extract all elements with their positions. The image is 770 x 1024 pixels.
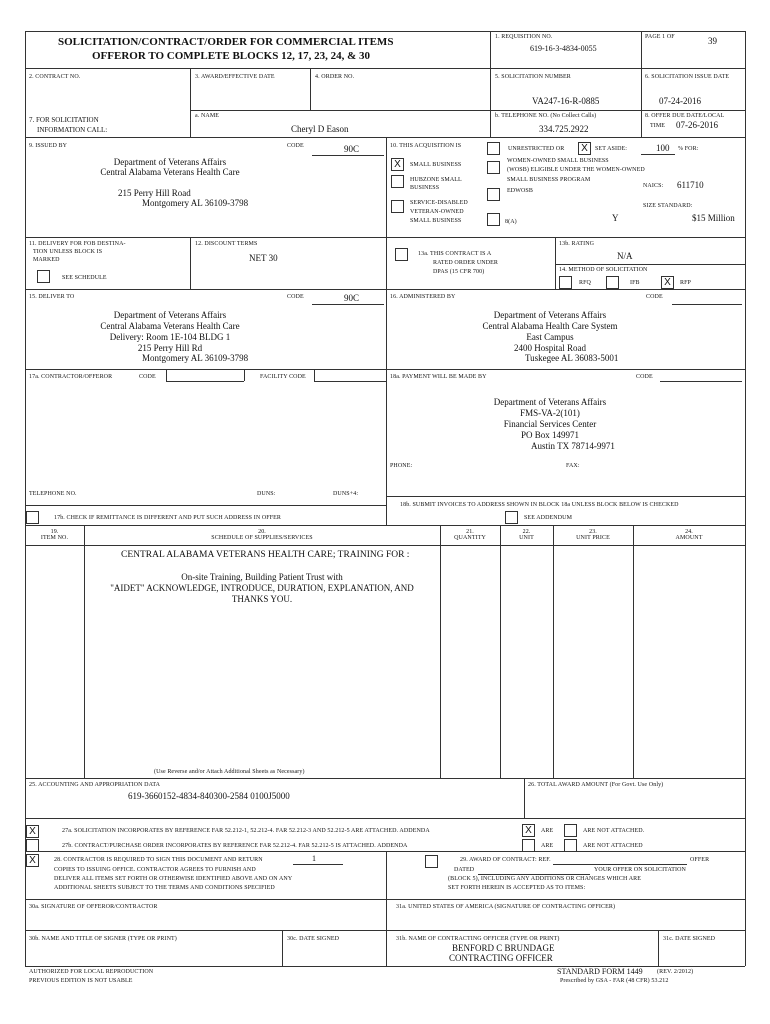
payment-line: Financial Services Center bbox=[503, 419, 597, 429]
offer-due-value[interactable]: 07-26-2016 bbox=[676, 120, 718, 130]
requisition-label: 1. REQUISITION NO. bbox=[495, 34, 553, 40]
discount-terms-value[interactable]: NET 30 bbox=[249, 253, 278, 263]
issued-by-line: Central Alabama Veterans Health Care bbox=[100, 167, 240, 177]
telephone-label: b. TELEPHONE NO. (No Collect Calls) bbox=[495, 113, 597, 119]
ifb-checkbox[interactable] bbox=[606, 276, 619, 289]
info-call-label-2: INFORMATION CALL: bbox=[37, 126, 108, 134]
27a-not-attached-checkbox[interactable] bbox=[564, 824, 577, 837]
28-checkbox[interactable]: X bbox=[26, 854, 39, 867]
sdvosb-label-1: SERVICE-DISABLED bbox=[410, 200, 468, 206]
payment-label: 18a. PAYMENT WILL BE MADE BY bbox=[390, 374, 487, 380]
deliver-to-line: Central Alabama Veterans Health Care bbox=[100, 321, 240, 331]
signer-name-label: 30b. NAME AND TITLE OF SIGNER (TYPE OR PRINT) bbox=[29, 936, 177, 942]
27a-are-label: ARE bbox=[541, 828, 554, 834]
wosb-label-1: WOMEN-OWNED SMALL BUSINESS bbox=[507, 158, 609, 164]
form-title-line1: SOLICITATION/CONTRACT/ORDER FOR COMMERCIAL ITEMS bbox=[58, 36, 394, 48]
unrestricted-checkbox[interactable] bbox=[487, 142, 500, 155]
29-line4: SET FORTH HEREIN IS ACCEPTED AS TO ITEMS: bbox=[448, 885, 586, 891]
edwosb-checkbox[interactable] bbox=[487, 188, 500, 201]
supplies-header: 20. SCHEDULE OF SUPPLIES/SERVICES bbox=[211, 529, 313, 541]
accounting-value[interactable]: 619-3660152-4834-840300-2584 0100J5000 bbox=[128, 791, 290, 801]
form-title-line2: OFFEROR TO COMPLETE BLOCKS 12, 17, 23, 24, & 30 bbox=[92, 50, 370, 62]
award-date-label: 3. AWARD/EFFECTIVE DATE bbox=[195, 74, 275, 80]
footer-revision: (REV. 2/2012) bbox=[657, 969, 694, 975]
deliver-to-line: Department of Veterans Affairs bbox=[113, 310, 227, 320]
27b-are-label: ARE bbox=[541, 843, 554, 849]
remittance-label: 17b. CHECK IF REMITTANCE IS DIFFERENT AND PUT SUCH ADDRESS IN OFFER bbox=[54, 515, 282, 521]
facility-code-label: FACILITY CODE bbox=[260, 374, 306, 380]
28-copies[interactable]: 1 bbox=[312, 854, 316, 863]
discount-terms-label: 12. DISCOUNT TERMS bbox=[195, 241, 258, 247]
sdvosb-checkbox[interactable] bbox=[391, 200, 404, 213]
solicitation-date-label: 6. SOLICITATION ISSUE DATE bbox=[645, 74, 730, 80]
sdvosb-label-2: VETERAN-OWNED bbox=[410, 209, 464, 215]
footer-authorized: AUTHORIZED FOR LOCAL REPRODUCTION bbox=[29, 969, 154, 975]
rated-order-label-2: RATED ORDER UNDER bbox=[433, 260, 499, 266]
acquisition-label: 10. THIS ACQUISITION IS bbox=[390, 143, 462, 149]
set-aside-checkbox[interactable]: X bbox=[578, 142, 591, 155]
telephone-value[interactable]: 334.725.2922 bbox=[539, 124, 589, 134]
issued-by-label: 9. ISSUED BY bbox=[29, 143, 68, 149]
contract-no-label: 2. CONTRACT NO. bbox=[29, 74, 81, 80]
telephone-no-label: TELEPHONE NO. bbox=[29, 491, 77, 497]
solicitation-number-label: 5. SOLICITATION NUMBER bbox=[495, 74, 571, 80]
28-line3: DELIVER ALL ITEMS SET FORTH OR OTHERWISE IDENTIFIED ABOVE AND ON ANY bbox=[54, 876, 293, 882]
hubzone-label-2: BUSINESS bbox=[410, 185, 440, 191]
deliver-to-city: Montgomery AL 36109-3798 bbox=[142, 353, 249, 363]
administered-by-line: Central Alabama Health Care System bbox=[482, 321, 618, 331]
page-total: 39 bbox=[708, 36, 717, 46]
deliver-to-line: Delivery: Room 1E-104 BLDG 1 bbox=[109, 332, 231, 342]
offer-due-time-label: TIME bbox=[650, 123, 666, 129]
info-call-label-1: 7. FOR SOLICITATION bbox=[29, 116, 99, 124]
naics-label: NAICS: bbox=[643, 183, 664, 189]
wosb-label-3: SMALL BUSINESS PROGRAM bbox=[507, 177, 591, 183]
fax-label: FAX: bbox=[566, 463, 580, 469]
small-business-checkbox[interactable]: X bbox=[391, 158, 404, 171]
8a-label: 8(A) bbox=[505, 219, 517, 225]
rated-order-label-1: 13a. THIS CONTRACT IS A bbox=[418, 251, 492, 257]
payment-line: Department of Veterans Affairs bbox=[493, 397, 607, 407]
administered-by-city: Tuskegee AL 36083-5001 bbox=[525, 353, 619, 363]
percent-for-label: % FOR: bbox=[678, 146, 699, 152]
payment-line: PO Box 149971 bbox=[520, 430, 579, 440]
officer-title: CONTRACTING OFFICER bbox=[449, 953, 553, 963]
date-signed-label: 30c. DATE SIGNED bbox=[287, 936, 340, 942]
hubzone-label-1: HUBZONE SMALL bbox=[410, 177, 462, 183]
schedule-description-2: On-site Training, Building Patient Trust with bbox=[181, 572, 343, 582]
28-line1: 28. CONTRACTOR IS REQUIRED TO SIGN THIS DOCUMENT AND RETURN bbox=[54, 857, 263, 863]
delivery-label-1: 11. DELIVERY FOR FOB DESTINA- bbox=[29, 241, 126, 247]
name-label: a. NAME bbox=[195, 113, 220, 119]
solicitation-date-value[interactable]: 07-24-2016 bbox=[659, 96, 701, 106]
27b-not-attached-checkbox[interactable] bbox=[564, 839, 577, 852]
see-schedule-checkbox[interactable] bbox=[37, 270, 50, 283]
sdvosb-label-3: SMALL BUSINESS bbox=[410, 218, 462, 224]
quantity-header: 21. QUANTITY bbox=[454, 529, 486, 541]
administered-code-label: CODE bbox=[646, 294, 663, 300]
27b-checkbox[interactable] bbox=[26, 839, 39, 852]
deliver-to-label: 15. DELIVER TO bbox=[29, 294, 75, 300]
ifb-label: IFB bbox=[630, 280, 640, 286]
29-your-offer: YOUR OFFER ON SOLICITATION bbox=[594, 867, 686, 873]
page-label: PAGE 1 OF bbox=[645, 34, 675, 40]
contractor-code-label: CODE bbox=[139, 374, 156, 380]
item-no-header: 19. ITEM NO. bbox=[40, 529, 69, 541]
29-checkbox[interactable] bbox=[425, 855, 438, 868]
issued-by-line: Department of Veterans Affairs bbox=[113, 157, 227, 167]
29-offer: OFFER bbox=[690, 857, 710, 863]
rated-order-checkbox[interactable] bbox=[395, 248, 408, 261]
schedule-description-4: THANKS YOU. bbox=[231, 594, 293, 604]
29-dated: DATED bbox=[454, 867, 475, 873]
footer-previous: PREVIOUS EDITION IS NOT USABLE bbox=[29, 978, 133, 984]
unrestricted-label: UNRESTRICTED OR bbox=[508, 146, 565, 152]
delivery-label-2: TION UNLESS BLOCK IS bbox=[33, 249, 103, 255]
hubzone-checkbox[interactable] bbox=[391, 175, 404, 188]
rfq-checkbox[interactable] bbox=[559, 276, 572, 289]
wosb-label-2: (WOSB) ELIGIBLE UNDER THE WOMEN-OWNED bbox=[507, 167, 645, 173]
footer-prescribed: Prescribed by GSA - FAR (48 CFR) 53.212 bbox=[560, 978, 669, 984]
contact-name[interactable]: Cheryl D Eason bbox=[291, 124, 349, 134]
administered-by-line: 2400 Hospital Road bbox=[514, 343, 586, 353]
payment-line: FMS-VA-2(101) bbox=[520, 408, 580, 418]
28-line2: COPIES TO ISSUING OFFICE. CONTRACTOR AGREES TO FURNISH AND bbox=[54, 867, 256, 873]
edwosb-label: EDWOSB bbox=[507, 188, 533, 194]
deliver-code-label: CODE bbox=[287, 294, 304, 300]
duns-label: DUNS: bbox=[257, 491, 276, 497]
27a-are-checkbox[interactable]: X bbox=[522, 824, 535, 837]
total-award-label: 26. TOTAL AWARD AMOUNT (For Govt. Use Only) bbox=[528, 782, 664, 788]
rfp-label: RFP bbox=[680, 280, 691, 286]
footer-form-name: STANDARD FORM 1449 bbox=[557, 967, 643, 976]
27a-not-attached-label: ARE NOT ATTACHED. bbox=[583, 828, 645, 834]
27b-are-checkbox[interactable] bbox=[522, 839, 535, 852]
8a-value: Y bbox=[612, 213, 619, 223]
administered-by-line: Department of Veterans Affairs bbox=[493, 310, 607, 320]
issued-by-address1: 215 Perry Hill Road bbox=[118, 188, 191, 198]
issued-code-label: CODE bbox=[287, 143, 304, 149]
remittance-checkbox[interactable] bbox=[26, 511, 39, 524]
8a-checkbox[interactable] bbox=[487, 213, 500, 226]
27b-text: 27b. CONTRACT/PURCHASE ORDER INCORPORATES BY REFERENCE FAR 52.212-4. FAR 52.212-5 IS ATTACHED. ADDENDA bbox=[62, 843, 408, 849]
payment-city: Austin TX 78714-9971 bbox=[531, 441, 615, 451]
contractor-label: 17a. CONTRACTOR/OFFEROR bbox=[29, 374, 113, 380]
amount-header: 24. AMOUNT bbox=[675, 529, 703, 541]
rating-label: 13b. RATING bbox=[559, 241, 595, 247]
schedule-footnote: (Use Reverse and/or Attach Additional Sheets as Necessary) bbox=[154, 769, 305, 775]
officer-name-label: 31b. NAME OF CONTRACTING OFFICER (TYPE OR PRINT) bbox=[396, 936, 560, 942]
27a-text: 27a. SOLICITATION INCORPORATES BY REFERENCE FAR 52.212-1, 52.212-4. FAR 52.212-3 AND 52.212-5 ARE ATTACHED. ADDENDA bbox=[62, 828, 430, 834]
addendum-label: SEE ADDENDUM bbox=[524, 515, 573, 521]
issued-by-address2: Montgomery AL 36109-3798 bbox=[142, 198, 249, 208]
deliver-to-line: 215 Perry Hill Rd bbox=[137, 343, 203, 353]
signature-officer-label: 31a. UNITED STATES OF AMERICA (SIGNATURE OF CONTRACTING OFFICER) bbox=[396, 904, 616, 910]
rating-value[interactable]: N/A bbox=[617, 251, 633, 261]
28-line4: ADDITIONAL SHEETS SUBJECT TO THE TERMS AND CONDITIONS SPECIFIED bbox=[54, 885, 275, 891]
phone-label: PHONE: bbox=[390, 463, 413, 469]
duns4-label: DUNS+4: bbox=[333, 491, 359, 497]
officer-name: BENFORD C BRUNDAGE bbox=[452, 943, 555, 953]
rfq-label: RFQ bbox=[579, 280, 591, 286]
29-line1: 29. AWARD OF CONTRACT: REF. bbox=[460, 857, 551, 863]
schedule-description-3: "AIDET" ACKNOWLEDGE, INTRODUCE, DURATION, EXPLANATION, AND bbox=[110, 583, 414, 593]
delivery-label-3: MARKED bbox=[33, 257, 60, 263]
administered-by-line: East Campus bbox=[526, 332, 574, 342]
see-schedule-label: SEE SCHEDULE bbox=[62, 275, 107, 281]
issued-code-value[interactable]: 90C bbox=[344, 144, 360, 154]
27b-not-attached-label: ARE NOT ATTACHED bbox=[583, 843, 643, 849]
rfp-checkbox[interactable]: X bbox=[661, 276, 674, 289]
submit-invoices-label: 18b. SUBMIT INVOICES TO ADDRESS SHOWN IN BLOCK 18a UNLESS BLOCK BELOW IS CHECKED bbox=[400, 502, 679, 508]
payment-code-label: CODE bbox=[636, 374, 653, 380]
solicitation-number-value[interactable]: VA247-16-R-0885 bbox=[532, 96, 600, 106]
officer-date-label: 31c. DATE SIGNED bbox=[663, 936, 716, 942]
set-aside-percent[interactable]: 100 bbox=[656, 143, 670, 153]
unit-price-header: 23. UNIT PRICE bbox=[576, 529, 610, 541]
27a-checkbox[interactable]: X bbox=[26, 825, 39, 838]
offer-due-label: 8. OFFER DUE DATE/LOCAL bbox=[645, 113, 725, 119]
accounting-label: 25. ACCOUNTING AND APPROPRIATION DATA bbox=[29, 782, 161, 788]
order-no-label: 4. ORDER NO. bbox=[315, 74, 355, 80]
method-label: 14. METHOD OF SOLICITATION bbox=[559, 267, 648, 273]
deliver-code-value[interactable]: 90C bbox=[344, 293, 360, 303]
signature-offeror-label: 30a. SIGNATURE OF OFFEROR/CONTRACTOR bbox=[29, 904, 158, 910]
set-aside-label: SET ASIDE: bbox=[595, 146, 628, 152]
size-standard-value[interactable]: $15 Million bbox=[692, 213, 735, 223]
administered-by-label: 16. ADMINISTERED BY bbox=[390, 294, 456, 300]
addendum-checkbox[interactable] bbox=[505, 511, 518, 524]
requisition-value[interactable]: 619-16-3-4834-0055 bbox=[530, 44, 597, 53]
naics-value[interactable]: 611710 bbox=[677, 180, 704, 190]
unit-header: 22. UNIT bbox=[519, 529, 534, 541]
size-standard-label: SIZE STANDARD: bbox=[643, 203, 693, 209]
rated-order-label-3: DPAS (15 CFR 700) bbox=[433, 269, 485, 275]
schedule-description-1: CENTRAL ALABAMA VETERANS HEALTH CARE; TRAINING FOR : bbox=[121, 550, 410, 560]
small-business-label: SMALL BUSINESS bbox=[410, 162, 462, 168]
wosb-checkbox[interactable] bbox=[487, 161, 500, 174]
29-line3: (BLOCK 5), INCLUDING ANY ADDITIONS OR CHANGES WHICH ARE bbox=[448, 876, 641, 882]
